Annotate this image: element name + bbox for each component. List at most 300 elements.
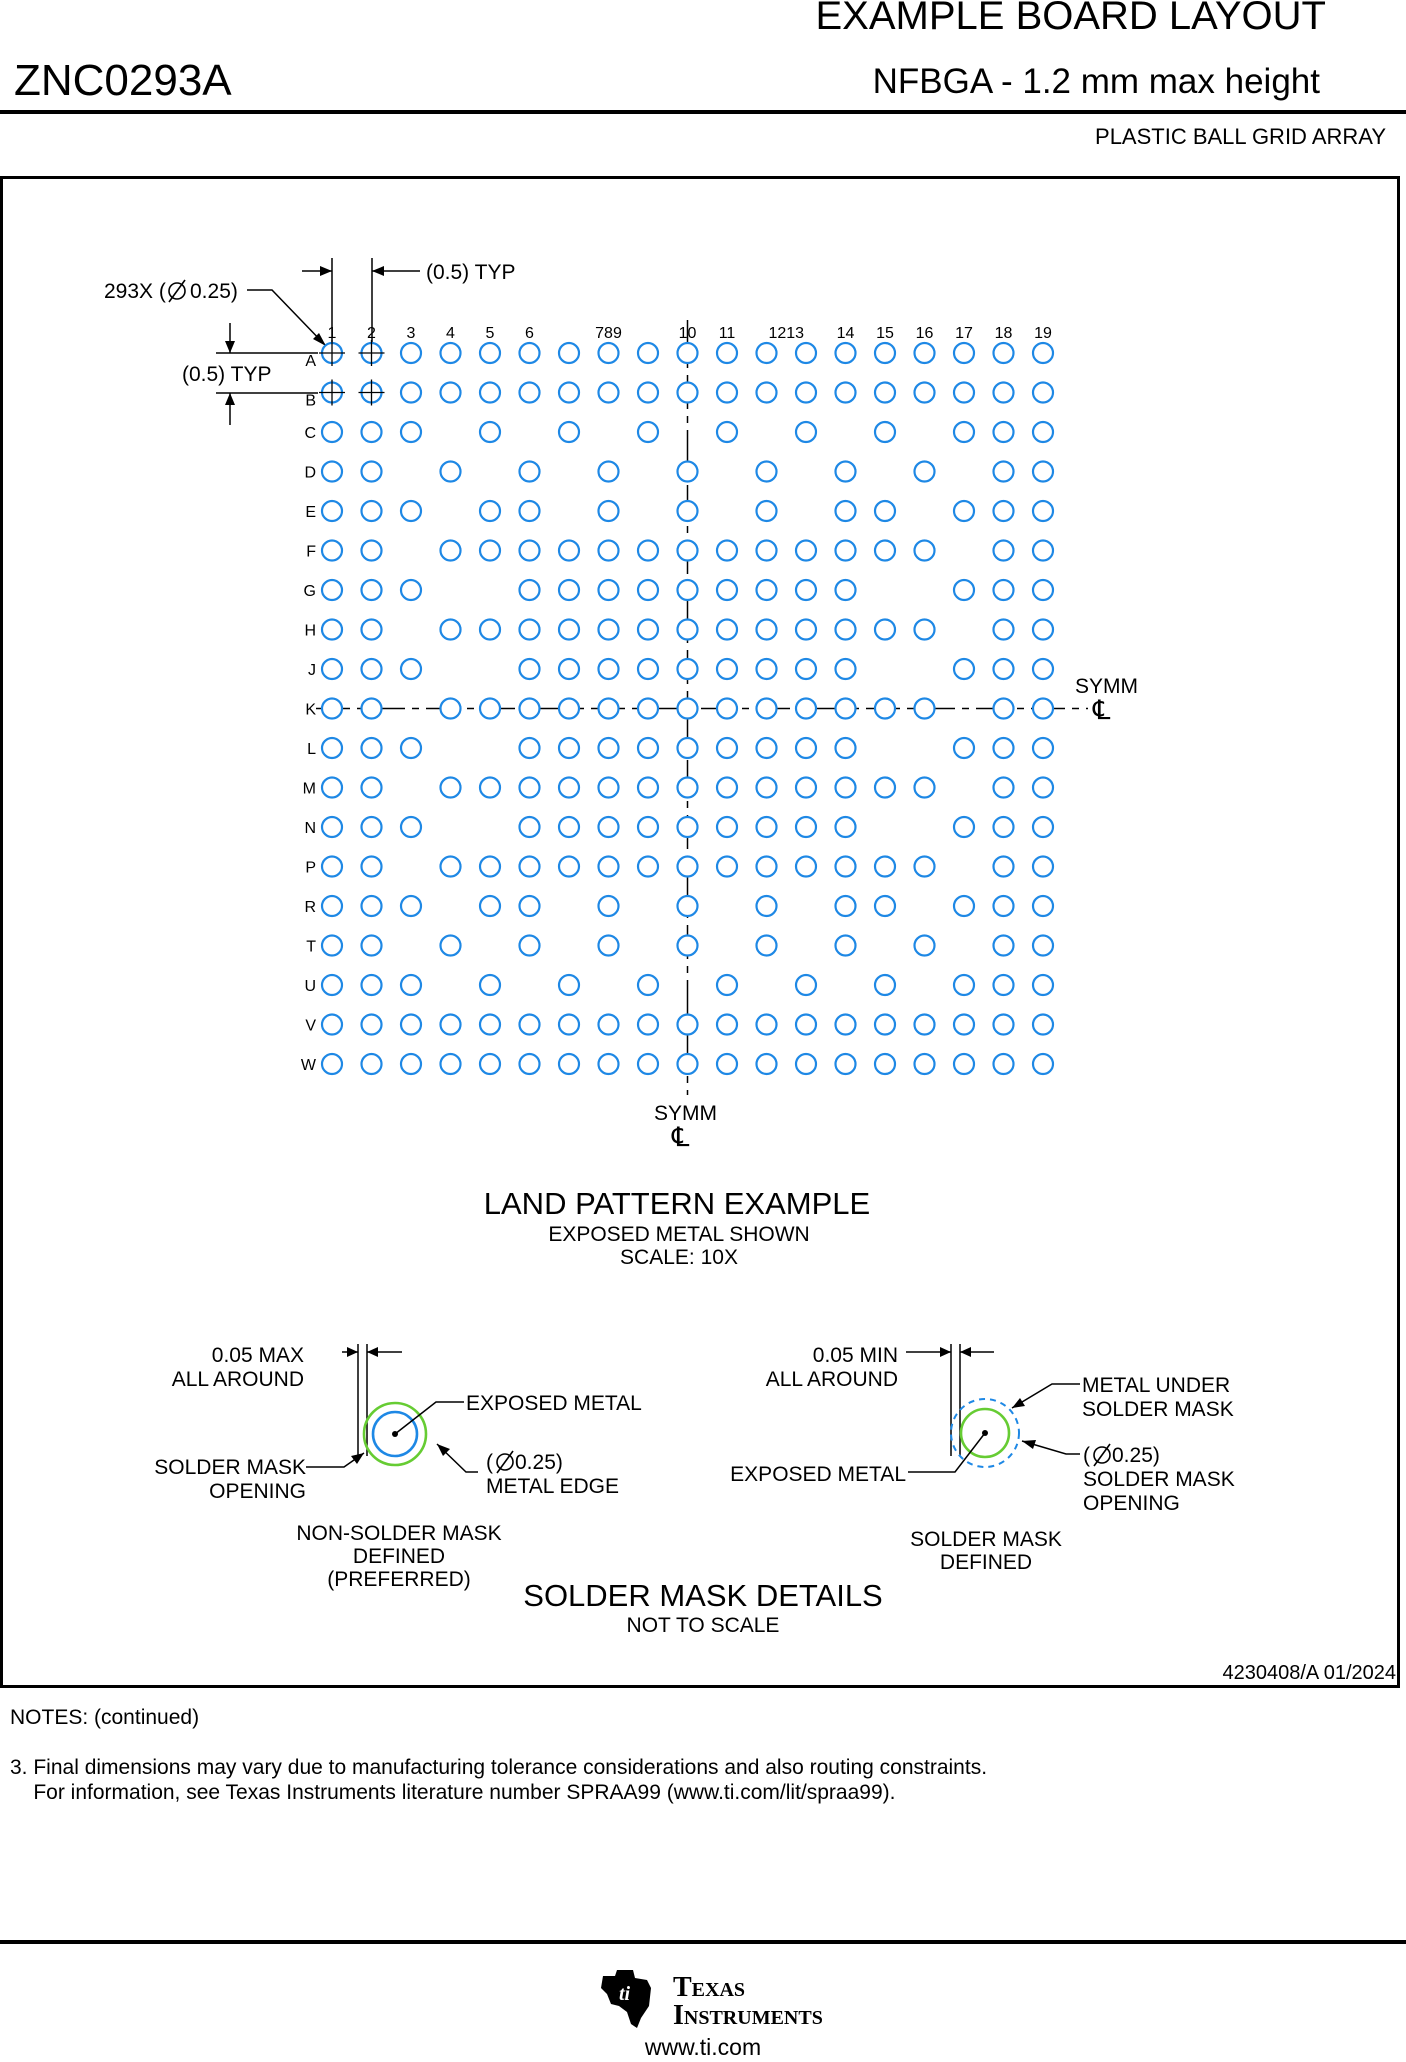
ball-pad <box>836 501 856 521</box>
horizontal-pitch-label: (0.5) TYP <box>426 261 516 284</box>
solder-mask-subtitle: NOT TO SCALE <box>626 1614 780 1637</box>
ball-pad <box>678 1015 698 1035</box>
ball-pad <box>875 1054 895 1074</box>
ball-pad <box>875 541 895 561</box>
smd-dia-value: 0.25) <box>1112 1444 1160 1467</box>
ball-pad <box>638 620 658 640</box>
ball-pad <box>322 975 342 995</box>
ball-pad <box>875 422 895 442</box>
ball-pad <box>757 936 777 956</box>
pad-dia-value: 0.25) <box>190 280 238 303</box>
row-label: G <box>303 583 316 600</box>
nsmd-caption-line1: NON-SOLDER MASK <box>296 1522 502 1545</box>
ball-pad <box>480 778 500 798</box>
ball-pad <box>520 896 540 916</box>
row-label: U <box>304 978 316 995</box>
ball-pad <box>638 778 658 798</box>
ball-pad <box>322 1054 342 1074</box>
ball-pad <box>401 383 421 403</box>
ball-pad <box>757 778 777 798</box>
row-label: T <box>306 938 316 956</box>
ball-pad <box>757 738 777 758</box>
ball-pad <box>520 936 540 956</box>
ball-pad <box>915 462 935 482</box>
page-title: EXAMPLE BOARD LAYOUT <box>815 0 1326 38</box>
nsmd-gap-value: 0.05 MAX <box>211 1344 304 1367</box>
ball-pad <box>757 1054 777 1074</box>
ball-pad <box>994 659 1014 679</box>
ball-pad <box>441 857 461 877</box>
column-label: 17 <box>955 325 973 342</box>
symm-right-label: SYMM <box>1075 675 1138 698</box>
ball-pad <box>717 1054 737 1074</box>
ball-pad <box>717 817 737 837</box>
ball-pad <box>520 1054 540 1074</box>
ball-pad <box>638 422 658 442</box>
ball-pad <box>717 541 737 561</box>
ball-pad <box>559 422 579 442</box>
ball-pad <box>954 422 974 442</box>
ball-pads <box>319 340 1053 1074</box>
ball-pad <box>559 620 579 640</box>
ball-pad <box>362 541 382 561</box>
column-label: 11 <box>718 325 736 342</box>
row-label: A <box>305 353 316 370</box>
ball-pad <box>1033 343 1053 363</box>
ball-pad <box>717 857 737 877</box>
ball-pad <box>836 817 856 837</box>
ball-pad <box>599 857 619 877</box>
row-label: R <box>304 899 316 916</box>
ball-pad <box>322 896 342 916</box>
ball-pad <box>836 778 856 798</box>
ball-pad <box>362 738 382 758</box>
ball-pad <box>836 936 856 956</box>
ball-pad <box>1033 462 1053 482</box>
ball-pad <box>599 501 619 521</box>
smd-gap-suffix: ALL AROUND <box>765 1368 898 1391</box>
ball-pad <box>359 380 385 406</box>
centerline-icon: ℄ <box>1093 695 1111 725</box>
ball-pad <box>836 857 856 877</box>
ball-pad <box>757 1015 777 1035</box>
column-label: 3 <box>406 325 416 342</box>
nsmd-metal-edge: METAL EDGE <box>486 1475 620 1498</box>
diameter-icon <box>1094 1444 1110 1466</box>
row-labels <box>301 353 317 1074</box>
ball-pad <box>875 857 895 877</box>
ball-pad <box>796 857 816 877</box>
smd-opening-line1: SOLDER MASK <box>1083 1468 1235 1491</box>
row-label: D <box>304 464 316 482</box>
ball-pad <box>638 699 658 719</box>
ball-pad <box>441 541 461 561</box>
ball-pad <box>875 620 895 640</box>
ball-pad <box>520 383 540 403</box>
pad-count-dimension <box>104 280 326 346</box>
ball-pad <box>362 1054 382 1074</box>
ball-pad <box>480 343 500 363</box>
ball-pad <box>1033 422 1053 442</box>
ball-pad <box>836 1015 856 1035</box>
ball-pad <box>480 422 500 442</box>
ball-pad <box>678 580 698 600</box>
smd-detail <box>730 1344 1235 1574</box>
ball-pad <box>796 541 816 561</box>
ball-pad <box>915 541 935 561</box>
ball-pad <box>599 738 619 758</box>
pad-count-label: 293X ( <box>104 280 166 303</box>
ball-pad <box>678 383 698 403</box>
ball-pad <box>717 383 737 403</box>
ball-pad <box>1033 857 1053 877</box>
ball-pad <box>638 659 658 679</box>
ball-pad <box>678 620 698 640</box>
ball-pad <box>875 896 895 916</box>
ball-pad <box>322 1015 342 1035</box>
ball-pad <box>875 343 895 363</box>
ball-pad <box>954 659 974 679</box>
ball-pad <box>520 541 540 561</box>
ball-pad <box>480 1054 500 1074</box>
ball-pad <box>757 383 777 403</box>
ball-pad <box>362 620 382 640</box>
ball-pad <box>757 659 777 679</box>
ball-pad <box>796 383 816 403</box>
ball-pad <box>520 857 540 877</box>
column-label: 6 <box>525 325 534 342</box>
ball-pad <box>638 817 658 837</box>
ball-pad <box>678 1054 698 1074</box>
ball-pad <box>401 659 421 679</box>
ball-pad <box>757 857 777 877</box>
ball-pad <box>322 541 342 561</box>
ball-pad <box>915 383 935 403</box>
ball-pad <box>362 857 382 877</box>
ball-pad <box>954 975 974 995</box>
ball-pad <box>362 580 382 600</box>
ball-pad <box>994 936 1014 956</box>
ball-pad <box>638 1015 658 1035</box>
ball-pad <box>954 383 974 403</box>
ball-pad <box>994 620 1014 640</box>
ball-pad <box>520 817 540 837</box>
ball-pad <box>678 501 698 521</box>
vertical-pitch-label: (0.5) TYP <box>182 363 272 386</box>
column-label: 1 <box>327 325 337 342</box>
ball-pad <box>1033 936 1053 956</box>
ball-pad <box>599 936 619 956</box>
ball-pad <box>322 620 342 640</box>
ball-pad <box>520 1015 540 1035</box>
ball-pad <box>994 778 1014 798</box>
ball-pad <box>678 936 698 956</box>
ball-pad <box>559 343 579 363</box>
package-description: PLASTIC BALL GRID ARRAY <box>1095 124 1386 149</box>
ball-pad <box>599 462 619 482</box>
ball-pad <box>954 1054 974 1074</box>
nsmd-detail <box>154 1344 642 1591</box>
smd-metal-under-line2: SOLDER MASK <box>1082 1398 1234 1421</box>
row-label: J <box>308 662 316 679</box>
ball-pad <box>480 1015 500 1035</box>
ti-logo-icon <box>597 1966 877 2032</box>
ball-pad <box>796 620 816 640</box>
ball-pad <box>1033 1015 1053 1035</box>
ball-pad <box>599 541 619 561</box>
ball-pad <box>678 343 698 363</box>
ball-pad <box>836 462 856 482</box>
ball-pad <box>678 896 698 916</box>
ball-pad <box>836 896 856 916</box>
revision-code: 4230408/A 01/2024 <box>1222 1662 1396 1684</box>
ball-pad <box>717 778 737 798</box>
ball-pad <box>994 817 1014 837</box>
ball-pad <box>559 699 579 719</box>
ball-pad <box>994 738 1014 758</box>
ball-pad <box>915 620 935 640</box>
ball-pad <box>678 462 698 482</box>
ball-pad <box>559 580 579 600</box>
ball-pad <box>994 896 1014 916</box>
ball-pad <box>599 896 619 916</box>
ball-pad <box>520 699 540 719</box>
row-label: F <box>306 543 316 561</box>
ball-pad <box>322 778 342 798</box>
ball-pad <box>322 501 342 521</box>
ball-pad <box>836 383 856 403</box>
ball-pad <box>638 541 658 561</box>
ball-pad <box>994 580 1014 600</box>
ball-pad <box>401 580 421 600</box>
ball-pad <box>480 896 500 916</box>
land-pattern-subtitle: EXPOSED METAL SHOWN <box>548 1223 810 1246</box>
ball-pad <box>362 896 382 916</box>
ball-pad <box>441 343 461 363</box>
ball-pad <box>1033 738 1053 758</box>
ball-pad <box>638 1054 658 1074</box>
ball-pad <box>796 738 816 758</box>
ball-pad <box>1033 896 1053 916</box>
ball-pad <box>717 620 737 640</box>
ball-pad <box>559 541 579 561</box>
logo-text-line2: Instruments <box>673 2000 823 2031</box>
ball-pad <box>401 422 421 442</box>
vertical-pitch-dimension <box>182 323 318 425</box>
ball-pad <box>836 738 856 758</box>
ball-pad <box>1033 383 1053 403</box>
nsmd-dia-value: 0.25) <box>515 1451 563 1474</box>
column-label: 4 <box>446 325 455 342</box>
ball-pad <box>401 501 421 521</box>
ball-pad <box>520 462 540 482</box>
ball-pad <box>757 817 777 837</box>
ball-pad <box>520 659 540 679</box>
ball-pad <box>322 659 342 679</box>
ball-pad <box>757 620 777 640</box>
ball-pad <box>717 580 737 600</box>
ball-pad <box>994 857 1014 877</box>
ball-pad <box>559 659 579 679</box>
ball-pad <box>757 580 777 600</box>
column-label: 18 <box>994 325 1013 342</box>
ball-pad <box>362 817 382 837</box>
ball-pad <box>359 340 385 366</box>
smd-metal-under-line1: METAL UNDER <box>1082 1374 1231 1397</box>
ball-pad <box>717 1015 737 1035</box>
package-subtitle: NFBGA - 1.2 mm max height <box>872 62 1320 101</box>
ball-pad <box>441 462 461 482</box>
ball-pad <box>480 541 500 561</box>
smd-gap-value: 0.05 MIN <box>812 1344 898 1367</box>
ball-pad <box>559 383 579 403</box>
ball-pad <box>915 699 935 719</box>
ball-pad <box>757 343 777 363</box>
ball-pad <box>994 422 1014 442</box>
smd-opening-line2: OPENING <box>1083 1492 1180 1515</box>
column-label: 14 <box>836 325 855 342</box>
note-3: 3. Final dimensions may vary due to manufacturing tolerance considerations and also routing constraints. For information, see Texas Instruments literature number SPRAA99 (www.ti.com/lit/spraa99). <box>10 1756 988 1804</box>
ball-pad <box>717 659 737 679</box>
ball-pad <box>757 501 777 521</box>
ball-pad <box>836 343 856 363</box>
ball-pad <box>599 580 619 600</box>
ball-pad <box>362 778 382 798</box>
ball-pad <box>480 699 500 719</box>
ball-pad <box>994 343 1014 363</box>
ball-pad <box>994 699 1014 719</box>
ball-pad <box>994 1015 1014 1035</box>
ball-pad <box>796 778 816 798</box>
document-id: ZNC0293A <box>14 56 232 105</box>
ball-pad <box>915 936 935 956</box>
ball-pad <box>559 975 579 995</box>
ball-pad <box>796 1054 816 1074</box>
row-label: K <box>305 701 316 719</box>
smd-caption-line2: DEFINED <box>939 1551 1033 1574</box>
smd-exposed-metal: EXPOSED METAL <box>730 1463 906 1486</box>
ball-pad <box>994 501 1014 521</box>
ball-pad <box>559 1015 579 1035</box>
ball-pad <box>836 620 856 640</box>
nsmd-opening-line1: SOLDER MASK <box>154 1456 306 1479</box>
ball-pad <box>480 383 500 403</box>
nsmd-opening-line2: OPENING <box>209 1480 306 1503</box>
ball-pad <box>717 738 737 758</box>
ball-pad <box>520 501 540 521</box>
ball-pad <box>599 699 619 719</box>
ball-pad <box>401 1054 421 1074</box>
column-labels <box>328 325 1052 342</box>
ball-pad <box>678 541 698 561</box>
ball-pad <box>717 699 737 719</box>
ball-pad <box>362 975 382 995</box>
ball-pad <box>520 620 540 640</box>
row-label: C <box>304 425 316 442</box>
footer-rule <box>0 1940 1406 1944</box>
ball-pad <box>638 738 658 758</box>
ball-pad <box>1033 620 1053 640</box>
ball-pad <box>757 896 777 916</box>
ball-pad <box>401 1015 421 1035</box>
nsmd-caption-line3: (PREFERRED) <box>327 1568 471 1591</box>
ball-pad <box>717 422 737 442</box>
ball-pad <box>362 462 382 482</box>
ball-pad <box>717 343 737 363</box>
ball-pad <box>559 857 579 877</box>
ball-pad <box>875 383 895 403</box>
ball-pad <box>599 1015 619 1035</box>
ball-pad <box>520 580 540 600</box>
ball-pad <box>875 975 895 995</box>
ball-pad <box>401 896 421 916</box>
ball-pad <box>401 738 421 758</box>
ball-pad <box>994 975 1014 995</box>
ball-pad <box>954 817 974 837</box>
ball-pad <box>480 620 500 640</box>
row-label: W <box>300 1057 316 1074</box>
ball-pad <box>915 343 935 363</box>
ball-pad <box>441 1054 461 1074</box>
ball-pad <box>441 778 461 798</box>
footer-url: www.ti.com <box>644 2034 762 2060</box>
ball-pad <box>678 857 698 877</box>
ball-pad <box>915 857 935 877</box>
ball-pad <box>559 778 579 798</box>
ball-pad <box>875 778 895 798</box>
ball-pad <box>1033 659 1053 679</box>
symm-bottom-label: SYMM <box>654 1102 717 1125</box>
ball-pad <box>599 383 619 403</box>
ball-pad <box>322 580 342 600</box>
ball-pad <box>875 699 895 719</box>
centerline-icon: ℄ <box>672 1122 690 1152</box>
ball-pad <box>638 383 658 403</box>
ball-pad <box>319 380 345 406</box>
ball-pad <box>441 1015 461 1035</box>
row-label: P <box>305 859 316 877</box>
ball-pad <box>638 580 658 600</box>
ball-pad <box>994 541 1014 561</box>
ball-pad <box>441 699 461 719</box>
ball-pad <box>441 620 461 640</box>
ball-pad <box>362 659 382 679</box>
ball-pad <box>1033 975 1053 995</box>
ball-pad <box>1033 817 1053 837</box>
ball-pad <box>994 462 1014 482</box>
ball-pad <box>915 1054 935 1074</box>
ball-pad <box>401 817 421 837</box>
notes-heading: NOTES: (continued) <box>10 1706 200 1729</box>
ball-pad <box>441 936 461 956</box>
column-label: 789 <box>595 325 622 342</box>
ball-pad <box>362 1015 382 1035</box>
ball-pad <box>954 1015 974 1035</box>
ball-pad <box>1033 1054 1053 1074</box>
ball-pad <box>480 501 500 521</box>
row-label: N <box>304 820 316 837</box>
ball-pad <box>796 422 816 442</box>
ball-pad <box>559 817 579 837</box>
ball-pad <box>362 699 382 719</box>
ball-pad <box>954 738 974 758</box>
ball-pad <box>994 1054 1014 1074</box>
row-label: H <box>304 622 316 640</box>
ball-pad <box>362 501 382 521</box>
ball-pad <box>362 422 382 442</box>
svg-text:ti: ti <box>619 1983 631 2005</box>
ball-pad <box>1033 501 1053 521</box>
